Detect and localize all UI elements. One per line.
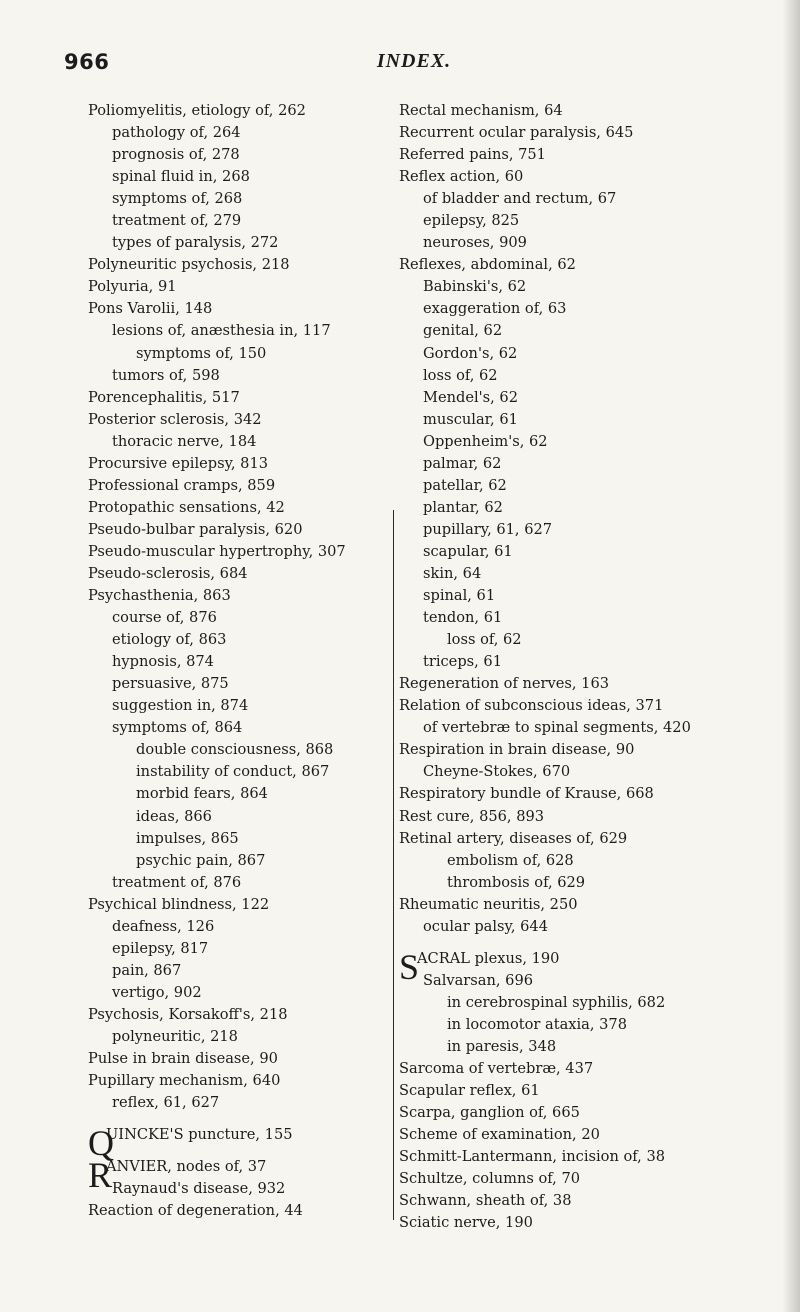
index-subentry: Salvarsan, 696 [423,971,534,989]
index-subentry: triceps, 61 [423,653,502,671]
index-entry: Respiration in brain disease, 90 [399,741,635,759]
index-entry: Pons Varolii, 148 [88,300,213,318]
index-subentry: symptoms of, 150 [136,344,267,362]
index-subentry: spinal, 61 [423,587,496,605]
index-subentry: plantar, 62 [423,498,503,516]
index-subentry: pain, 867 [112,961,182,979]
index-entry: Schmitt-Lantermann, incision of, 38 [399,1148,666,1166]
index-entry: Rectal mechanism, 64 [399,102,563,119]
index-subentry: embolism of, 628 [447,851,574,869]
index-subentry: tumors of, 598 [112,366,220,384]
page-header [64,50,764,80]
index-subentry: exaggeration of, 63 [423,300,567,318]
index-subentry: persuasive, 875 [112,675,229,693]
index-subentry: of vertebræ to spinal segments, 420 [423,719,691,737]
index-subentry: pathology of, 264 [112,124,241,142]
index-subentry: pupillary, 61, 627 [423,520,553,538]
index-entry-text: ANVIER, nodes of, 37 [106,1158,267,1176]
section-gap [399,938,779,948]
index-entry-section-start [88,1123,388,1164]
index-subentry: in paresis, 348 [447,1037,557,1055]
index-entry: Reflexes, abdominal, 62 [399,256,576,274]
index-entry: Procursive epilepsy, 813 [88,454,269,472]
index-subentry: treatment of, 876 [112,873,242,891]
index-subentry: neuroses, 909 [423,234,527,252]
index-subentry: in cerebrospinal syphilis, 682 [447,993,666,1011]
index-entry: Professional cramps, 859 [88,476,276,494]
index-subentry: palmar, 62 [423,454,502,472]
index-subentry: double consciousness, 868 [136,741,334,759]
index-subentry: ocular palsy, 644 [423,917,548,935]
index-subentry: treatment of, 279 [112,212,242,230]
index-entry: Respiratory bundle of Krause, 668 [399,785,654,803]
index-subentry: epilepsy, 825 [423,212,520,230]
index-subentry: tendon, 61 [423,609,503,627]
index-subentry: genital, 62 [423,322,503,340]
index-subentry: vertigo, 902 [112,983,202,1001]
index-subentry: psychic pain, 867 [136,851,266,869]
index-entry: Pseudo-sclerosis, 684 [88,564,248,582]
index-entry: Protopathic sensations, 42 [88,498,285,516]
index-subentry: instability of conduct, 867 [136,763,330,781]
index-subentry: loss of, 62 [423,366,498,384]
index-entry: Psychosis, Korsakoff's, 218 [88,1005,288,1023]
index-entry: Pulse in brain disease, 90 [88,1050,278,1068]
index-entry: Rheumatic neuritis, 250 [399,895,578,913]
index-subentry: loss of, 62 [447,631,522,649]
index-entry: Reflex action, 60 [399,168,524,186]
index-subentry: thrombosis of, 629 [447,873,586,891]
index-entry: Sciatic nerve, 190 [399,1214,533,1232]
index-column-right [399,100,779,1234]
index-subentry: of bladder and rectum, 67 [423,190,617,208]
index-entry: Scheme of examination, 20 [399,1126,600,1144]
index-subentry: morbid fears, 864 [136,785,268,803]
index-column-left [88,100,388,1222]
index-entry: Porencephalitis, 517 [88,388,240,406]
index-entry: Reaction of degeneration, 44 [88,1202,303,1220]
index-entry: Rest cure, 856, 893 [399,807,545,825]
index-subentry: patellar, 62 [423,476,507,494]
index-entry-text: ACRAL plexus, 190 [417,949,560,967]
index-entry: Recurrent ocular paralysis, 645 [399,124,634,142]
index-entry: Pseudo-bulbar paralysis, 620 [88,520,303,538]
column-divider [393,510,394,1220]
index-entry: Regeneration of nerves, 163 [399,675,610,693]
index-subentry: course of, 876 [112,609,217,627]
index-subentry: types of paralysis, 272 [112,234,279,252]
index-subentry: etiology of, 863 [112,631,227,649]
index-subentry: thoracic nerve, 184 [112,432,257,450]
index-subentry: suggestion in, 874 [112,697,249,715]
index-subentry: impulses, 865 [136,829,239,847]
index-subentry: skin, 64 [423,564,482,582]
index-entry: Posterior sclerosis, 342 [88,410,262,428]
index-subentry: Gordon's, 62 [423,344,518,362]
index-entry: Relation of subconscious ideas, 371 [399,697,664,715]
index-subentry: Mendel's, 62 [423,388,518,406]
index-entry: Polyneuritic psychosis, 218 [88,256,290,274]
index-entry: Sarcoma of vertebræ, 437 [399,1060,594,1078]
index-entry: Poliomyelitis, etiology of, 262 [88,102,306,119]
index-subentry: ideas, 866 [136,807,212,825]
index-entry: Retinal artery, diseases of, 629 [399,829,628,847]
index-subentry: spinal fluid in, 268 [112,168,250,186]
index-subentry: Oppenheim's, 62 [423,432,548,450]
index-subentry: Raynaud's disease, 932 [112,1180,286,1198]
index-subentry: muscular, 61 [423,410,518,428]
index-entry: Pupillary mechanism, 640 [88,1072,281,1090]
index-entry: Schwann, sheath of, 38 [399,1192,572,1210]
index-entry: Psychical blindness, 122 [88,895,270,913]
index-entry: Scarpa, ganglion of, 665 [399,1104,580,1122]
index-subentry: prognosis of, 278 [112,146,240,164]
index-subentry: lesions of, anæsthesia in, 117 [112,322,331,340]
drop-cap-letter: S [399,946,420,987]
index-subentry: hypnosis, 874 [112,653,214,671]
index-subentry: Babinski's, 62 [423,278,527,296]
index-subentry: deafness, 126 [112,917,215,935]
index-entry: Pseudo-muscular hypertrophy, 307 [88,542,346,560]
index-subentry: scapular, 61 [423,542,513,560]
drop-cap-letter: R [88,1155,113,1196]
index-entry: Polyuria, 91 [88,278,177,296]
index-entry: Schultze, columns of, 70 [399,1170,581,1188]
index-entry: Scapular reflex, 61 [399,1082,540,1100]
index-subentry: in locomotor ataxia, 378 [447,1015,628,1033]
section-gap [88,1146,388,1156]
index-entry: Referred pains, 751 [399,146,546,164]
index-subentry: Cheyne-Stokes, 670 [423,763,571,781]
running-head: INDEX. [376,50,452,72]
index-subentry: polyneuritic, 218 [112,1027,238,1045]
page-edge-shadow [782,0,800,1312]
index-subentry: epilepsy, 817 [112,939,209,957]
index-subentry: reflex, 61, 627 [112,1094,220,1112]
page-number: 966 [64,50,110,74]
section-gap [88,1114,388,1124]
drop-cap-letter: Q [88,1123,114,1164]
index-entry: Psychasthenia, 863 [88,587,231,605]
index-entry-text: UINCKE'S puncture, 155 [106,1126,293,1144]
index-subentry: symptoms of, 864 [112,719,243,737]
index-subentry: symptoms of, 268 [112,190,243,208]
